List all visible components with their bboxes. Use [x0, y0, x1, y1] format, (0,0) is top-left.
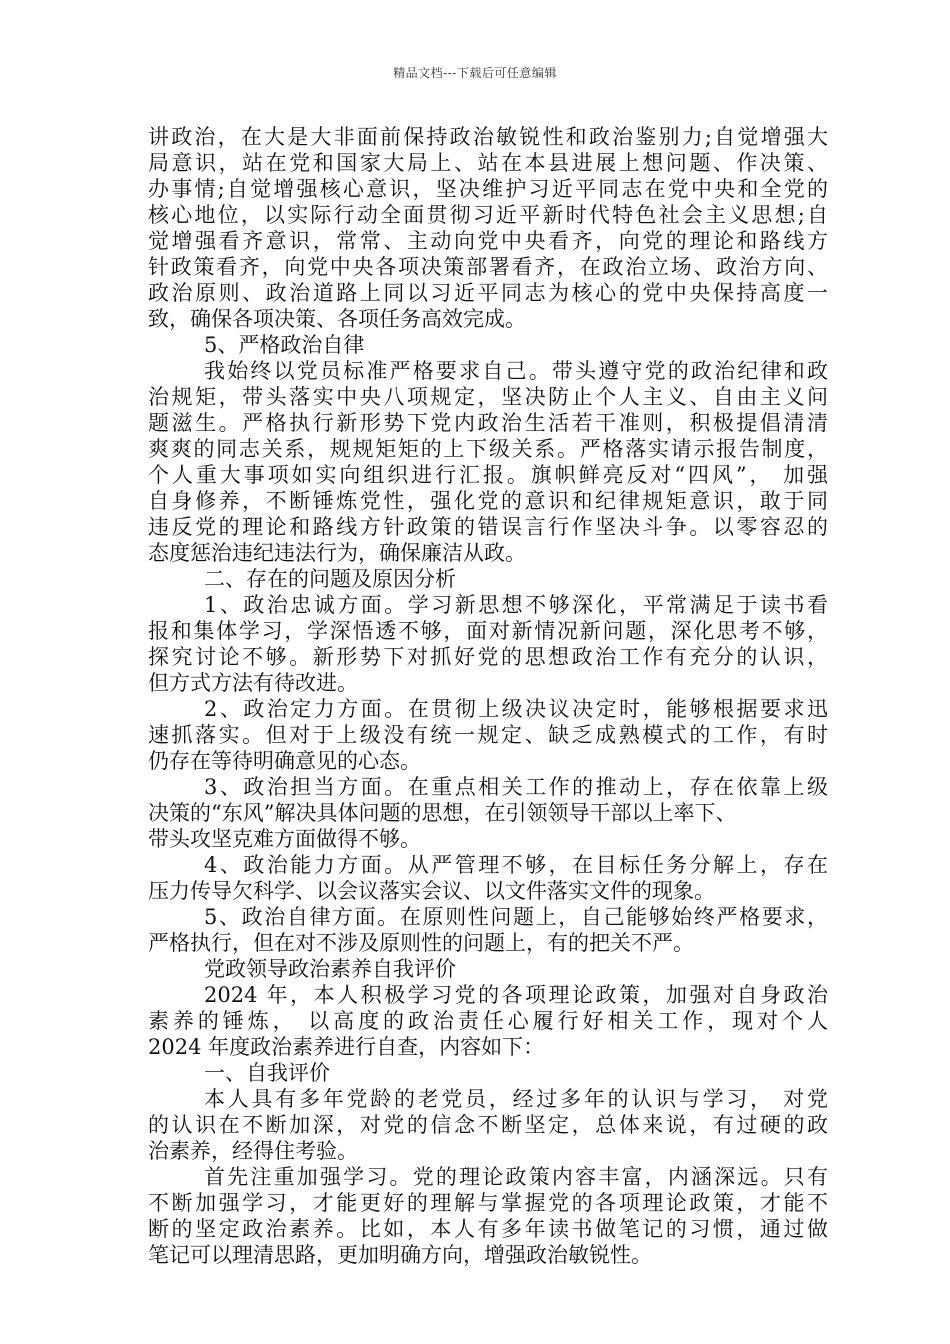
text-line: 3、政治担当方面。在重点相关工作的推动上，存在依靠上级	[204, 775, 828, 799]
text-line: 速抓落实。但对于上级没有统一规定、缺乏成熟模式的工作，有时	[148, 723, 828, 747]
text-line: 笔记可以理清思路，更加明确方向，增强政治敏锐性。	[148, 1243, 652, 1267]
text-line: 治规矩，带头落实中央八项规定，坚决防止个人主义、自由主义问	[148, 385, 828, 409]
text-line: 我始终以党员标准严格要求自己。带头遵守党的政治纪律和政	[204, 359, 828, 383]
text-line: 2024 年度政治素养进行自查，内容如下：	[148, 1035, 545, 1059]
text-line: 针政策看齐，向党中央各项决策部署看齐，在政治立场、政治方向、	[148, 255, 828, 279]
text-line: 治素养，经得住考验。	[148, 1139, 358, 1163]
text-line: 素养的锤炼， 以高度的政治责任心履行好相关工作，现对个人	[148, 1009, 828, 1033]
text-line: 不断加强学习，才能更好的理解与掌握党的各项理论政策，才能不	[148, 1191, 828, 1215]
text-line: 仍存在等待明确意见的心态。	[148, 749, 421, 773]
text-line: 首先注重加强学习。党的理论政策内容丰富，内涵深远。只有	[204, 1165, 828, 1189]
text-line: 爽爽的同志关系，规规矩矩的上下级关系。严格落实请示报告制度，	[148, 437, 828, 461]
text-line: 讲政治，在大是大非面前保持政治敏锐性和政治鉴别力;自觉增强大	[148, 125, 828, 149]
text-line: 的认识在不断加深，对党的信念不断坚定，总体来说，有过硬的政	[148, 1113, 828, 1137]
text-line: 政治原则、政治道路上同以习近平同志为核心的党中央保持高度一	[148, 281, 828, 305]
text-line: 5、政治自律方面。在原则性问题上，自己能够始终严格要求，	[204, 905, 828, 929]
text-line: 断的坚定政治素养。比如，本人有多年读书做笔记的习惯，通过做	[148, 1217, 828, 1241]
page-header: 精品文档---下载后可任意编辑	[393, 66, 557, 80]
text-line: 1、政治忠诚方面。学习新思想不够深化，平常满足于读书看	[204, 593, 828, 617]
text-line: 致，确保各项决策、各项任务高效完成。	[148, 307, 526, 331]
text-line: 4、政治能力方面。从严管理不够，在目标任务分解上，存在	[204, 853, 828, 877]
text-line: 核心地位，以实际行动全面贯彻习近平新时代特色社会主义思想;自	[148, 203, 828, 227]
text-line: 压力传导欠科学、以会议落实会议、以文件落实文件的现象。	[148, 879, 715, 903]
text-line: 违反党的理论和路线方针政策的错误言行作坚决斗争。以零容忍的	[148, 515, 828, 539]
text-line: 局意识，站在党和国家大局上、站在本县进展上想问题、作决策、	[148, 151, 828, 175]
text-line: 2024 年，本人积极学习党的各项理论政策，加强对自身政治	[204, 983, 828, 1007]
text-line: 个人重大事项如实向组织进行汇报。旗帜鲜亮反对“四风”， 加强	[148, 463, 828, 487]
text-line: 决策的“东风”解决具体问题的思想，在引领领导干部以上率下、	[148, 801, 737, 825]
text-line: 自身修养，不断锤炼党性，强化党的意识和纪律规矩意识，敢于同	[148, 489, 828, 513]
text-line: 2、政治定力方面。在贯彻上级决议决定时，能够根据要求迅	[204, 697, 828, 721]
text-line: 但方式方法有待改进。	[148, 671, 358, 695]
text-line: 题滋生。严格执行新形势下党内政治生活若干准则，积极提倡清清	[148, 411, 828, 435]
text-line: 本人具有多年党龄的老党员，经过多年的认识与学习， 对党	[204, 1087, 828, 1111]
text-line: 带头攻坚克难方面做得不够。	[148, 827, 421, 851]
text-line: 二、存在的问题及原因分析	[204, 567, 456, 591]
text-line: 一、自我评价	[204, 1061, 330, 1085]
text-line: 态度惩治违纪违法行为，确保廉洁从政。	[148, 541, 526, 565]
text-line: 报和集体学习，学深悟透不够，面对新情况新问题，深化思考不够，	[148, 619, 828, 643]
text-line: 党政领导政治素养自我评价	[204, 957, 456, 981]
text-line: 探究讨论不够。新形势下对抓好党的思想政治工作有充分的认识，	[148, 645, 828, 669]
text-line: 严格执行，但在对不涉及原则性的问题上，有的把关不严。	[148, 931, 694, 955]
text-line: 觉增强看齐意识，常常、主动向党中央看齐，向党的理论和路线方	[148, 229, 828, 253]
text-line: 5、严格政治自律	[204, 333, 365, 357]
text-line: 办事情;自觉增强核心意识，坚决维护习近平同志在党中央和全党的	[148, 177, 828, 201]
document-body	[148, 124, 828, 1268]
